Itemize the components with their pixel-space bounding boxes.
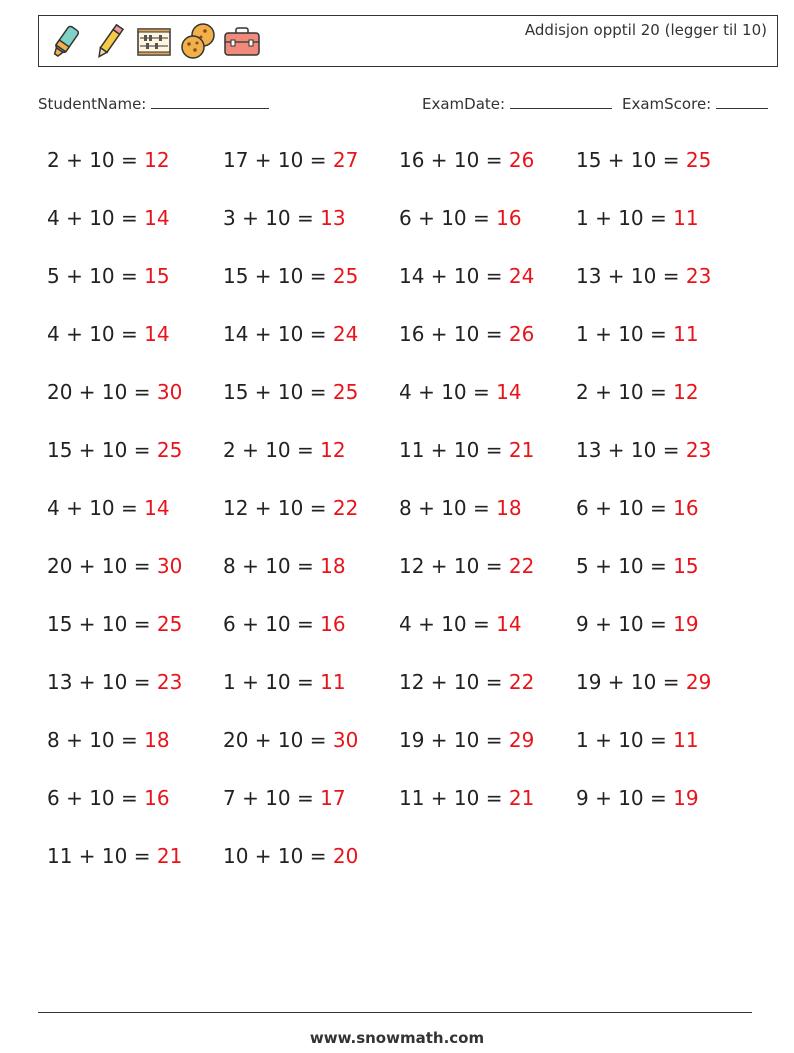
problem-question: 15 + 10 = [47,438,157,462]
problem-item [47,496,170,520]
problem-answer: 13 [320,206,346,230]
problem-question: 6 + 10 = [399,206,497,230]
problem-question: 8 + 10 = [399,496,497,520]
problem-answer: 17 [320,786,346,810]
problem-answer: 14 [144,322,170,346]
problem-item [47,380,182,404]
problem-item [576,322,699,346]
problem-item [576,670,711,694]
problem-answer: 30 [332,728,359,752]
problem-item [399,728,534,752]
problem-question: 10 + 10 = [223,844,333,868]
problem-question: 1 + 10 = [576,322,674,346]
problem-question: 20 + 10 = [223,728,333,752]
problem-answer: 22 [508,670,535,694]
problem-answer: 11 [320,670,346,694]
exam-date-blank[interactable] [510,94,612,109]
problem-answer: 23 [685,264,712,288]
problem-answer: 11 [673,322,699,346]
student-name-field [38,94,269,113]
abacus-icon [135,20,173,62]
problem-question: 4 + 10 = [399,380,497,404]
problem-question: 12 + 10 = [399,554,509,578]
exam-score-blank[interactable] [716,94,768,109]
problem-answer: 21 [508,438,535,462]
problem-answer: 24 [508,264,535,288]
problem-item [399,438,534,462]
problem-answer: 20 [332,844,359,868]
problem-item [399,322,534,346]
problem-answer: 18 [144,728,170,752]
student-name-label: StudentName: [38,95,147,113]
header-box [38,15,778,67]
problem-item [399,380,522,404]
problem-answer: 16 [320,612,346,636]
problem-item [223,380,358,404]
problem-answer: 18 [496,496,522,520]
problem-answer: 18 [320,554,346,578]
problem-answer: 23 [685,438,712,462]
problem-item [399,148,534,172]
problem-answer: 29 [685,670,712,694]
problem-answer: 14 [496,612,522,636]
problem-question: 13 + 10 = [47,670,157,694]
problem-answer: 25 [332,264,359,288]
exam-score-field [622,94,768,113]
problem-question: 11 + 10 = [399,786,509,810]
problem-item [399,264,534,288]
problem-answer: 22 [332,496,359,520]
problem-item [399,786,534,810]
problem-question: 12 + 10 = [399,670,509,694]
problem-answer: 19 [673,786,699,810]
problem-question: 13 + 10 = [576,438,686,462]
problem-answer: 30 [156,380,183,404]
problem-item [576,786,699,810]
problem-question: 4 + 10 = [47,322,145,346]
student-name-blank[interactable] [151,94,269,109]
problem-question: 19 + 10 = [576,670,686,694]
problem-item [399,612,522,636]
problem-answer: 21 [508,786,535,810]
problem-answer: 15 [144,264,170,288]
problem-item [47,612,182,636]
problem-item [576,206,699,230]
problem-question: 20 + 10 = [47,380,157,404]
exam-date-label: ExamDate: [422,95,506,113]
problem-question: 14 + 10 = [223,322,333,346]
problem-answer: 11 [673,728,699,752]
problem-question: 20 + 10 = [47,554,157,578]
problem-item [47,148,170,172]
problem-question: 15 + 10 = [576,148,686,172]
problem-answer: 21 [156,844,183,868]
icon-strip [47,20,261,62]
problem-answer: 14 [144,206,170,230]
problem-question: 9 + 10 = [576,612,674,636]
problem-question: 13 + 10 = [576,264,686,288]
problem-question: 4 + 10 = [47,496,145,520]
problem-answer: 15 [673,554,699,578]
problem-answer: 16 [144,786,170,810]
problem-item [576,438,711,462]
problem-question: 15 + 10 = [223,380,333,404]
problem-question: 17 + 10 = [223,148,333,172]
pencil-icon [91,20,129,62]
problem-question: 14 + 10 = [399,264,509,288]
problem-answer: 26 [508,322,535,346]
problem-item [223,264,358,288]
problem-question: 16 + 10 = [399,148,509,172]
problem-answer: 12 [144,148,170,172]
problem-question: 15 + 10 = [47,612,157,636]
problem-item [223,206,346,230]
problem-question: 4 + 10 = [47,206,145,230]
problem-question: 16 + 10 = [399,322,509,346]
problem-item [576,612,699,636]
problem-item [399,670,534,694]
problem-question: 8 + 10 = [223,554,321,578]
problem-item [47,670,182,694]
problem-item [47,206,170,230]
problem-question: 11 + 10 = [47,844,157,868]
problem-question: 2 + 10 = [223,438,321,462]
problem-item [223,496,358,520]
footer-site: www.snowmath.com [309,1029,485,1047]
problem-item [399,554,534,578]
problem-item [399,496,522,520]
problem-question: 1 + 10 = [576,728,674,752]
problem-item [576,264,711,288]
problem-item [399,206,522,230]
problem-answer: 12 [673,380,699,404]
problem-question: 3 + 10 = [223,206,321,230]
problem-answer: 16 [496,206,522,230]
problem-item [223,438,346,462]
problem-question: 19 + 10 = [399,728,509,752]
problem-item [576,496,699,520]
problem-answer: 25 [685,148,712,172]
problem-answer: 26 [508,148,535,172]
problem-answer: 19 [673,612,699,636]
problem-question: 2 + 10 = [47,148,145,172]
problem-answer: 24 [332,322,359,346]
problem-item [47,728,170,752]
problem-question: 1 + 10 = [223,670,321,694]
problem-answer: 25 [156,438,183,462]
cookies-icon [179,20,217,62]
problem-item [223,612,346,636]
worksheet-title: Addisjon opptil 20 (legger til 10) [524,21,767,39]
problem-item [223,670,346,694]
problem-item [223,322,358,346]
problem-answer: 12 [320,438,346,462]
problem-answer: 25 [332,380,359,404]
problem-question: 1 + 10 = [576,206,674,230]
problem-item [47,322,170,346]
problem-item [223,148,358,172]
problem-question: 6 + 10 = [576,496,674,520]
problem-question: 7 + 10 = [223,786,321,810]
marker-icon [47,20,85,62]
problem-answer: 14 [496,380,522,404]
problem-item [576,728,699,752]
problem-question: 2 + 10 = [576,380,674,404]
exam-score-label: ExamScore: [622,95,712,113]
problem-answer: 23 [156,670,183,694]
problem-question: 8 + 10 = [47,728,145,752]
problem-item [223,728,358,752]
problem-question: 15 + 10 = [223,264,333,288]
problem-answer: 11 [673,206,699,230]
problem-item [576,148,711,172]
problem-question: 11 + 10 = [399,438,509,462]
problem-question: 5 + 10 = [576,554,674,578]
briefcase-icon [223,20,261,62]
problem-item [47,844,182,868]
problem-question: 9 + 10 = [576,786,674,810]
problem-answer: 27 [332,148,359,172]
problem-question: 12 + 10 = [223,496,333,520]
problem-item [47,554,182,578]
problem-item [576,380,699,404]
problem-question: 6 + 10 = [47,786,145,810]
problem-answer: 16 [673,496,699,520]
exam-date-field [422,94,612,113]
problem-item [47,438,182,462]
problem-item [223,844,358,868]
problem-item [223,786,346,810]
footer-divider [38,1012,752,1013]
problem-answer: 30 [156,554,183,578]
problem-item [576,554,699,578]
problem-answer: 25 [156,612,183,636]
problem-answer: 14 [144,496,170,520]
problem-answer: 29 [508,728,535,752]
problem-item [47,786,170,810]
problem-question: 4 + 10 = [399,612,497,636]
problem-question: 5 + 10 = [47,264,145,288]
problem-question: 6 + 10 = [223,612,321,636]
problem-answer: 22 [508,554,535,578]
problem-item [47,264,170,288]
problem-item [223,554,346,578]
